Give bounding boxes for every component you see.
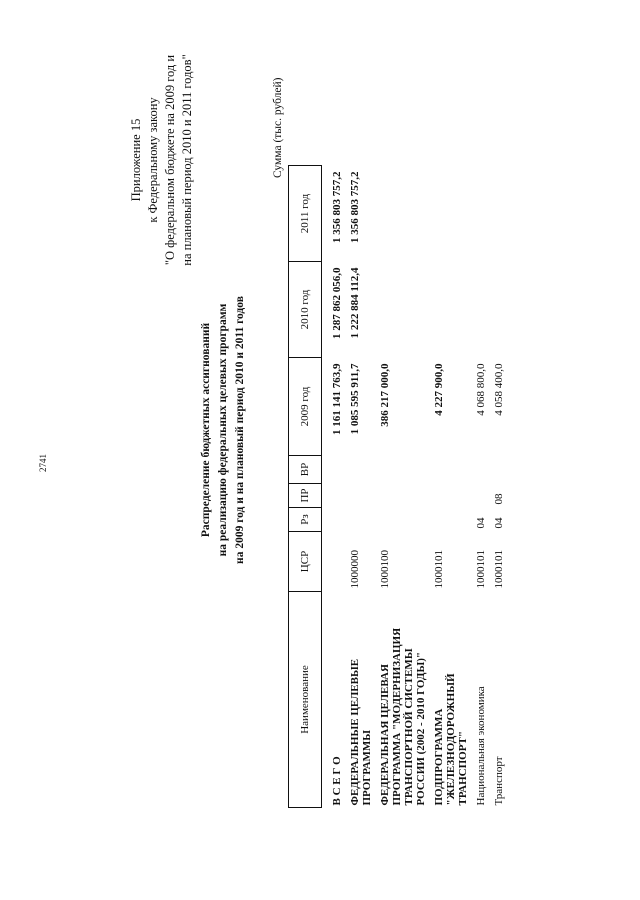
row-2010: 1 222 884 112,4 xyxy=(349,267,361,339)
row-2010 xyxy=(490,262,508,358)
row-vr xyxy=(346,456,376,484)
row-2011: 1 356 803 757,2 xyxy=(349,171,361,243)
row-rz xyxy=(376,508,430,532)
row-name: ПОДПРОГРАММА "ЖЕЛЕЗНОДОРОЖНЫЙ ТРАНСПОРТ" xyxy=(433,673,469,806)
row-2010 xyxy=(472,262,490,358)
row-name: ФЕДЕРАЛЬНЫЕ ЦЕЛЕВЫЕ ПРОГРАММЫ xyxy=(349,658,373,806)
title-line: на реализацию федеральных целевых программ xyxy=(217,303,229,557)
row-pr: 08 xyxy=(493,493,505,505)
row-rz xyxy=(328,508,346,532)
row-2009: 4 058 400,0 xyxy=(493,363,505,416)
row-2010 xyxy=(430,262,472,358)
row-2010: 1 287 862 056,0 xyxy=(331,267,343,339)
row-pr xyxy=(376,484,430,508)
row-2011: 1 356 803 757,2 xyxy=(331,171,343,243)
appendix-line: к Федеральному закону xyxy=(146,97,160,223)
budget-table xyxy=(288,165,508,808)
row-name: ФЕДЕРАЛЬНАЯ ЦЕЛЕВАЯ ПРОГРАММА "МОДЕРНИЗАЦИЯ ТРАНСПОРТНОЙ СИСТЕМЫ РОССИИ (2002 - 2010 ГОДЫ)" xyxy=(379,627,427,806)
table-row xyxy=(346,166,376,808)
table-row xyxy=(430,166,472,808)
row-rz xyxy=(430,508,472,532)
row-2009: 4 227 900,0 xyxy=(433,363,445,416)
row-2010 xyxy=(376,262,430,358)
title-line: Распределение бюджетных ассигнований xyxy=(200,322,212,538)
document-title xyxy=(198,190,249,670)
table-row xyxy=(490,166,508,808)
row-2011 xyxy=(430,166,472,262)
appendix-line: Приложение 15 xyxy=(129,118,143,202)
page-number: 2741 xyxy=(38,454,48,472)
row-vr xyxy=(490,456,508,484)
row-vr xyxy=(430,456,472,484)
row-name: Национальная экономика xyxy=(475,686,487,806)
row-pr xyxy=(328,484,346,508)
header-pr: ПР xyxy=(289,484,322,508)
header-name: Наименование xyxy=(289,592,322,808)
table-row xyxy=(472,166,490,808)
row-rz: 04 xyxy=(475,517,487,529)
unit-note: Сумма (тыс. рублей) xyxy=(272,77,284,178)
row-vr xyxy=(376,456,430,484)
appendix-header xyxy=(128,10,196,310)
appendix-line: на плановый период 2010 и 2011 годов" xyxy=(180,54,194,266)
row-csr: 1000101 xyxy=(475,550,487,589)
row-vr xyxy=(472,456,490,484)
header-csr: ЦСР xyxy=(289,532,322,592)
row-name: В С Е Г О xyxy=(331,756,343,806)
header-rz: Рз xyxy=(289,508,322,532)
row-2011 xyxy=(376,166,430,262)
row-vr xyxy=(328,456,346,484)
header-2010: 2010 год xyxy=(289,262,322,358)
row-2009: 1 161 141 763,9 xyxy=(331,363,343,435)
row-csr: 1000101 xyxy=(433,550,445,589)
row-csr xyxy=(328,532,346,592)
row-pr xyxy=(430,484,472,508)
row-2009: 386 217 000,0 xyxy=(379,363,391,427)
row-csr: 1000101 xyxy=(493,550,505,589)
row-2009: 4 068 800,0 xyxy=(475,363,487,416)
row-pr xyxy=(346,484,376,508)
header-2009: 2009 год xyxy=(289,358,322,456)
row-2011 xyxy=(472,166,490,262)
table-row xyxy=(328,166,346,808)
table-header-row xyxy=(289,166,322,808)
table-row xyxy=(376,166,430,808)
title-line: на 2009 год и на плановый период 2010 и 2011 годов xyxy=(234,296,246,564)
row-pr xyxy=(472,484,490,508)
header-2011: 2011 год xyxy=(289,166,322,262)
row-2011 xyxy=(490,166,508,262)
row-csr: 1000100 xyxy=(379,550,391,589)
header-vr: ВР xyxy=(289,456,322,484)
row-name: Транспорт xyxy=(493,756,505,806)
row-rz: 04 xyxy=(493,517,505,529)
row-rz xyxy=(346,508,376,532)
row-csr: 1000000 xyxy=(349,550,361,589)
row-2009: 1 085 595 911,7 xyxy=(349,363,361,435)
appendix-line: "О федеральном бюджете на 2009 год и xyxy=(163,54,177,266)
